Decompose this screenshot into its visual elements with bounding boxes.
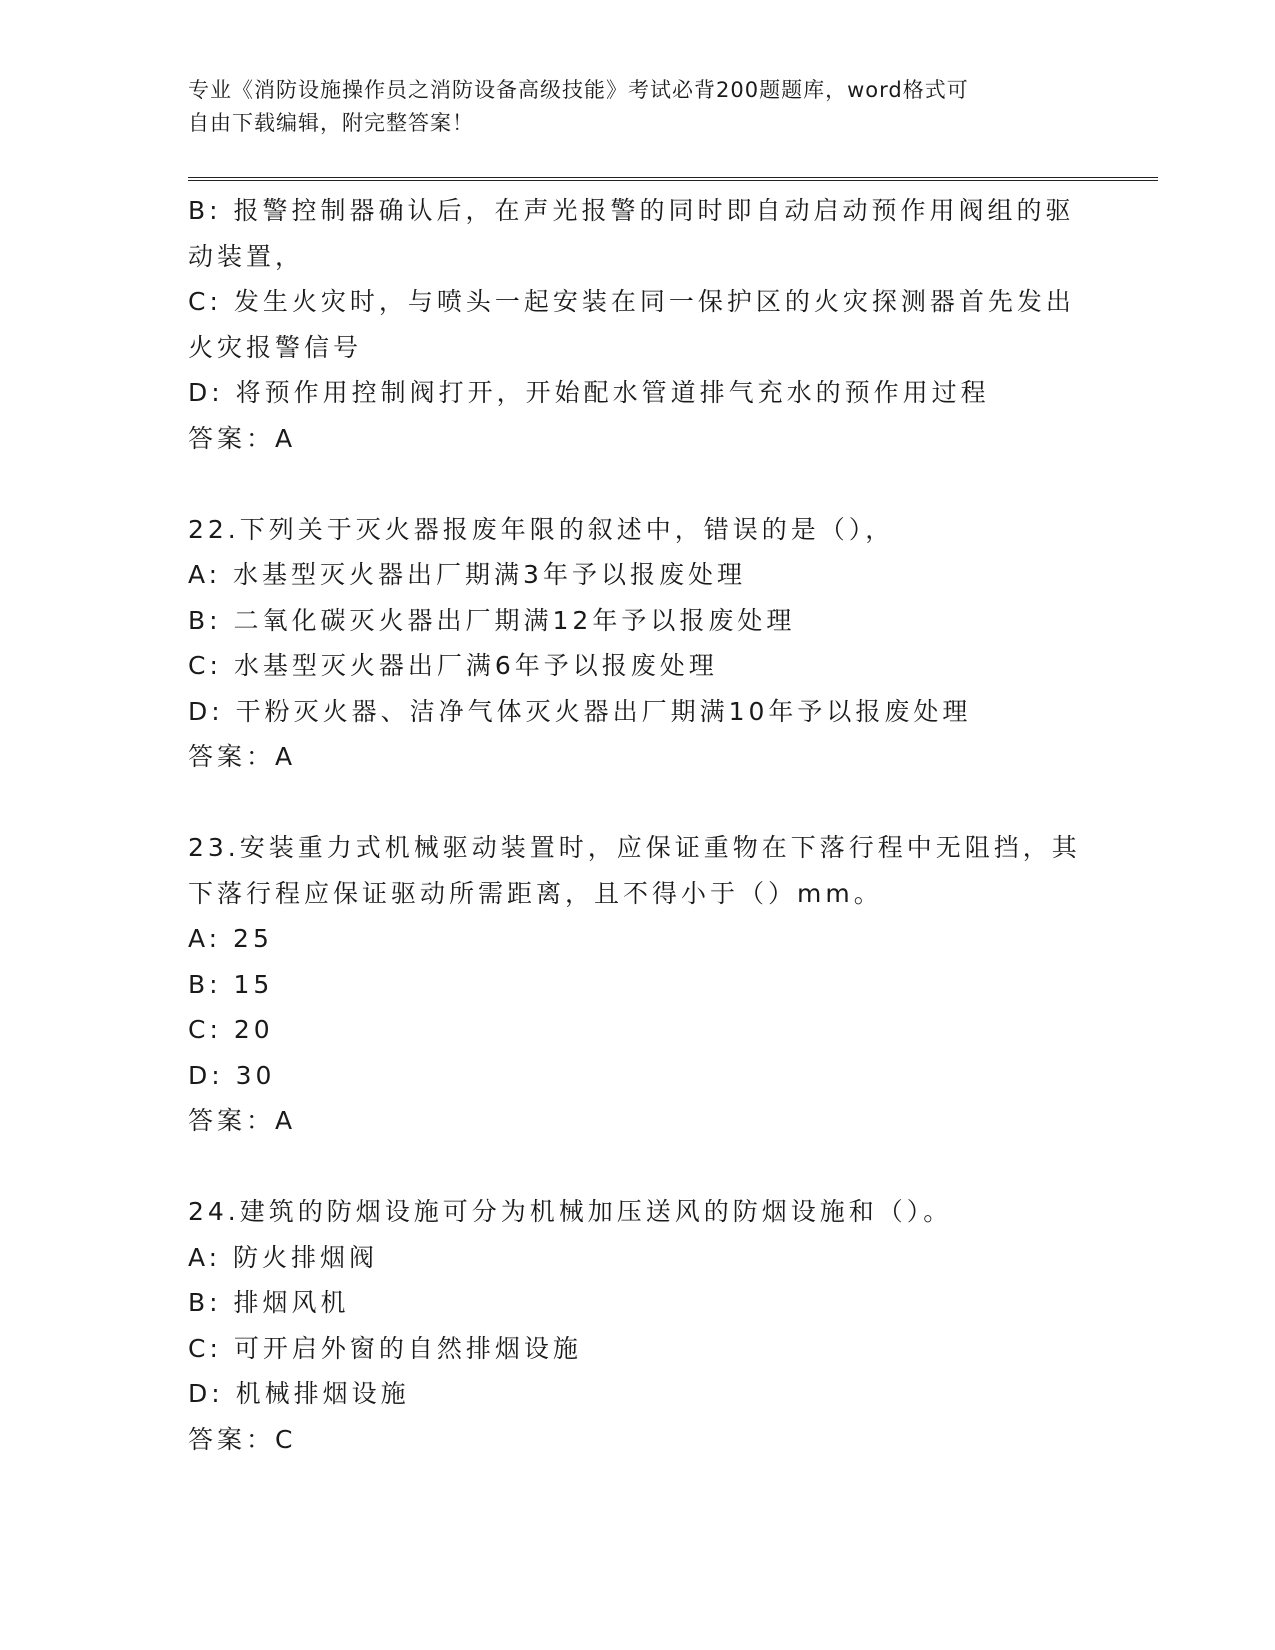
spacer [188, 780, 1088, 826]
option-b: B: 15 [188, 969, 274, 999]
option-a: A: 防火排烟阀 [188, 1242, 379, 1272]
answer: 答案：A [188, 423, 297, 453]
option-b: B: 排烟风机 [188, 1288, 350, 1317]
spacer [188, 1144, 1088, 1190]
option-d: D: 30 [188, 1060, 276, 1090]
question-stem: 24.建筑的防烟设施可分为机械加压送风的防烟设施和（）。 [188, 1197, 953, 1226]
header-double-rule [188, 177, 1158, 181]
question-24 [188, 1189, 1088, 1462]
option-b-line-2: 动装置， [188, 241, 305, 271]
option-c-line-2: 火灾报警信号 [188, 332, 363, 362]
question-stem: 22.下列关于灭火器报废年限的叙述中，错误的是（）， [188, 514, 895, 544]
option-d: D: 干粉灭火器、洁净气体灭火器出厂期满10年予以报废处理 [188, 696, 972, 726]
question-23 [188, 825, 1088, 1144]
option-c: C: 水基型灭火器出厂满6年予以报废处理 [188, 651, 718, 680]
option-d: D: 机械排烟设施 [188, 1379, 410, 1408]
spacer [188, 461, 1088, 507]
option-a: A: 25 [188, 924, 273, 953]
option-c: C: 可开启外窗的自然排烟设施 [188, 1333, 582, 1363]
answer: 答案：C [188, 1424, 297, 1454]
question-stem-line-2: 下落行程应保证驱动所需距离，且不得小于（）mm。 [188, 878, 883, 908]
option-b-line-1: B: 报警控制器确认后，在声光报警的同时即自动启动预作用阀组的驱 [188, 196, 1075, 225]
option-a: A: 水基型灭火器出厂期满3年予以报废处理 [188, 560, 746, 589]
header-line-2: 自由下载编辑，附完整答案！ [188, 111, 474, 135]
answer: 答案：A [188, 742, 297, 771]
option-d: D: 将预作用控制阀打开，开始配水管道排气充水的预作用过程 [188, 378, 990, 407]
document-body [188, 188, 1088, 1462]
document-header [188, 74, 1068, 140]
option-c: C: 20 [188, 1015, 274, 1044]
answer: 答案：A [188, 1106, 297, 1135]
question-22 [188, 507, 1088, 780]
header-line-1: 专业《消防设施操作员之消防设备高级技能》考试必背200题题库，word格式可 [188, 78, 969, 102]
prev-question [188, 188, 1088, 461]
question-stem-line-1: 23.安装重力式机械驱动装置时，应保证重物在下落行程中无阻挡，其 [188, 833, 1081, 862]
option-c-line-1: C: 发生火灾时，与喷头一起安装在同一保护区的火灾探测器首先发出 [188, 287, 1075, 316]
option-b: B: 二氧化碳灭火器出厂期满12年予以报废处理 [188, 605, 796, 635]
